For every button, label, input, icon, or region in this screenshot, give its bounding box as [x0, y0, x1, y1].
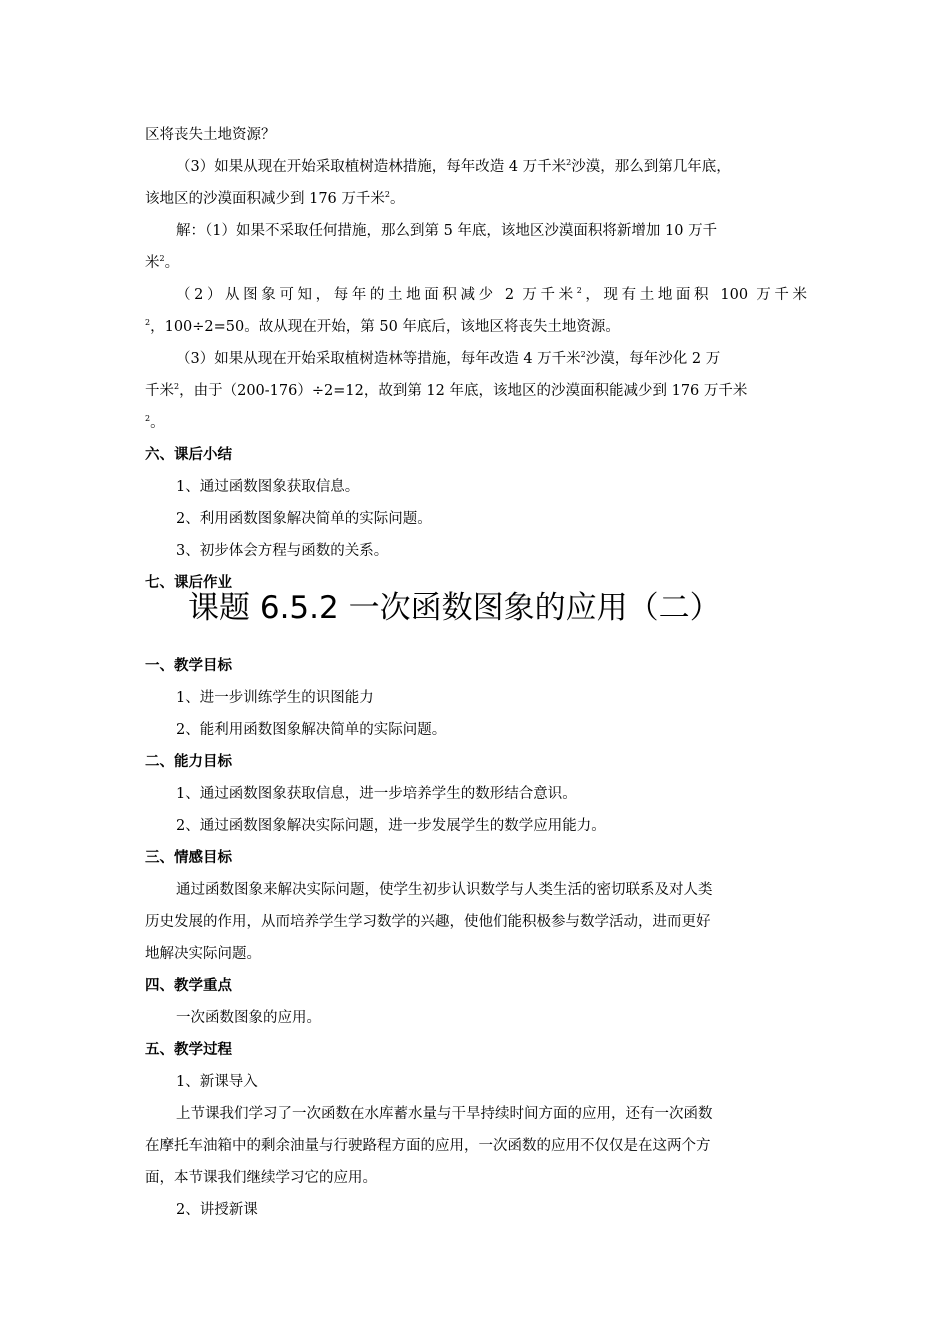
- section-heading: 二、能力目标: [145, 754, 232, 770]
- text-line: 米$^2$。: [145, 254, 180, 271]
- text-line: 区将丧失土地资源？: [145, 127, 276, 143]
- paragraph-line: 通过函数图象来解决实际问题，使学生初步认识数学与人类生活的密切联系及对人类: [176, 882, 713, 898]
- list-item: 2、通过函数图象解决实际问题，进一步发展学生的数学应用能力。: [176, 818, 606, 834]
- text-line: 解：（1）如果不采取任何措施，那么到第 5 年底，该地区沙漠面积将新增加 10 万千: [176, 223, 718, 239]
- section-heading: 五、教学过程: [145, 1042, 232, 1058]
- subheading: 1、新课导入: [176, 1074, 258, 1090]
- text-line: （2）从图象可知，每年的土地面积减少 2 万千米$^2$，现有土地面积 100 万千米: [176, 286, 807, 303]
- text-line: $^2$，100÷2=50。故从现在开始，第 50 年底后，该地区将丧失土地资源。: [145, 318, 620, 335]
- subheading: 2、讲授新课: [176, 1202, 258, 1218]
- text-line: （3）如果从现在开始采取植树造林措施，每年改造 4 万千米$^2$沙漠，那么到第几年底，: [176, 158, 731, 175]
- paragraph-line: 在摩托车油箱中的剩余油量与行驶路程方面的应用，一次函数的应用不仅仅是在这两个方: [145, 1138, 711, 1154]
- section-heading: 一、教学目标: [145, 658, 232, 674]
- list-item: 2、利用函数图象解决简单的实际问题。: [176, 511, 432, 527]
- text-line: 该地区的沙漠面积减少到 176 万千米$^2$。: [145, 190, 405, 207]
- text-line: 千米$^2$，由于（200-176）÷2=12，故到第 12 年底，该地区的沙漠面积能减少到 176 万千米: [145, 382, 748, 399]
- list-item: 1、通过函数图象获取信息，进一步培养学生的数形结合意识。: [176, 786, 577, 802]
- paragraph-line: 地解决实际问题。: [145, 946, 261, 962]
- section-heading: 三、情感目标: [145, 850, 232, 866]
- list-item: 2、能利用函数图象解决简单的实际问题。: [176, 722, 447, 738]
- paragraph-line: 一次函数图象的应用。: [176, 1010, 321, 1026]
- paragraph-line: 上节课我们学习了一次函数在水库蓄水量与干旱持续时间方面的应用，还有一次函数: [176, 1106, 713, 1122]
- list-item: 1、通过函数图象获取信息。: [176, 479, 360, 495]
- paragraph-line: 面，本节课我们继续学习它的应用。: [145, 1170, 377, 1186]
- list-item: 1、进一步训练学生的识图能力: [176, 690, 374, 706]
- list-item: 3、初步体会方程与函数的关系。: [176, 543, 389, 559]
- section-heading: 七、课后作业: [145, 575, 232, 591]
- lesson-title: 课题 6.5.2 一次函数图象的应用（二）: [188, 590, 721, 626]
- section-heading: 六、课后小结: [145, 447, 232, 463]
- section-heading: 四、教学重点: [145, 978, 232, 994]
- text-line: （3）如果从现在开始采取植树造林等措施，每年改造 4 万千米$^2$沙漠，每年沙化 2 万: [176, 350, 721, 367]
- paragraph-line: 历史发展的作用，从而培养学生学习数学的兴趣，使他们能积极参与数学活动，进而更好: [145, 914, 711, 930]
- text-line: $^2$。: [145, 414, 165, 431]
